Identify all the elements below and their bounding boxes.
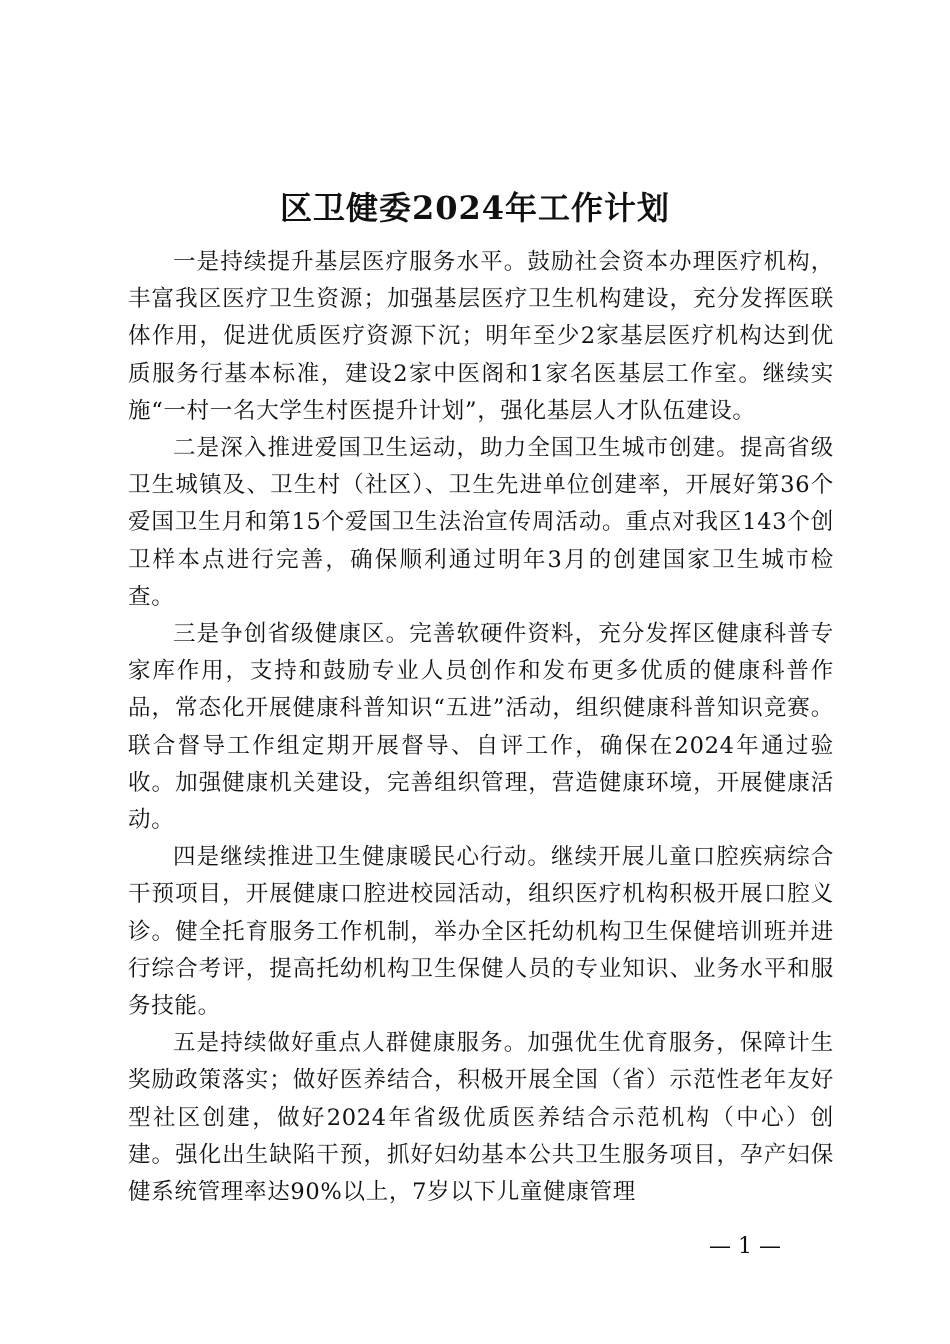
- paragraph-1: 一是持续提升基层医疗服务水平。鼓励社会资本办理医疗机构，丰富我区医疗卫生资源；加强基层医疗卫生机构建设，充分发挥医联体作用，促进优质医疗资源下沉；明年至少2家基层医疗机构达到优质服务行基本标准，建设2家中医阁和1家名医基层工作室。继续实施“一村一名大学生村医提升计划”，强化基层人才队伍建设。: [128, 249, 834, 424]
- paragraph-5: 五是持续做好重点人群健康服务。加强优生优育服务，保障计生奖励政策落实；做好医养结合，积极开展全国（省）示范性老年友好型社区创建，做好2024年省级优质医养结合示范机构（中心）创建。强化出生缺陷干预，抓好妇幼基本公共卫生服务项目，孕产妇保健系统管理率达90%以上，7岁以下儿童健康管理: [128, 1030, 834, 1206]
- document-title: 区卫健委2024年工作计划: [279, 189, 671, 227]
- document-body: [128, 244, 834, 1211]
- paragraph-3: 三是争创省级健康区。完善软硬件资料，充分发挥区健康科普专家库作用，支持和鼓励专业人员创作和发布更多优质的健康科普作品，常态化开展健康科普知识“五进”活动，组织健康科普知识竞赛。联合督导工作组定期开展督导、自评工作，确保在2024年通过验收。加强健康机关建设，完善组织管理，营造健康环境，开展健康活动。: [128, 621, 834, 834]
- paragraph-2: 二是深入推进爱国卫生运动，助力全国卫生城市创建。提高省级卫生城镇及、卫生村（社区）、卫生先进单位创建率，开展好第36个爱国卫生月和第15个爱国卫生法治宣传周活动。重点对我区143个创卫样本点进行完善，确保顺利通过明年3月的创建国家卫生城市检查。: [128, 435, 834, 610]
- paragraph-4: 四是继续推进卫生健康暖民心行动。继续开展儿童口腔疾病综合干预项目，开展健康口腔进校园活动，组织医疗机构积极开展口腔义诊。健全托育服务工作机制，举办全区托幼机构卫生保健培训班并进行综合考评，提高托幼机构卫生保健人员的专业知识、业务水平和服务技能。: [128, 844, 834, 1020]
- page-number: — 1 —: [709, 1234, 781, 1259]
